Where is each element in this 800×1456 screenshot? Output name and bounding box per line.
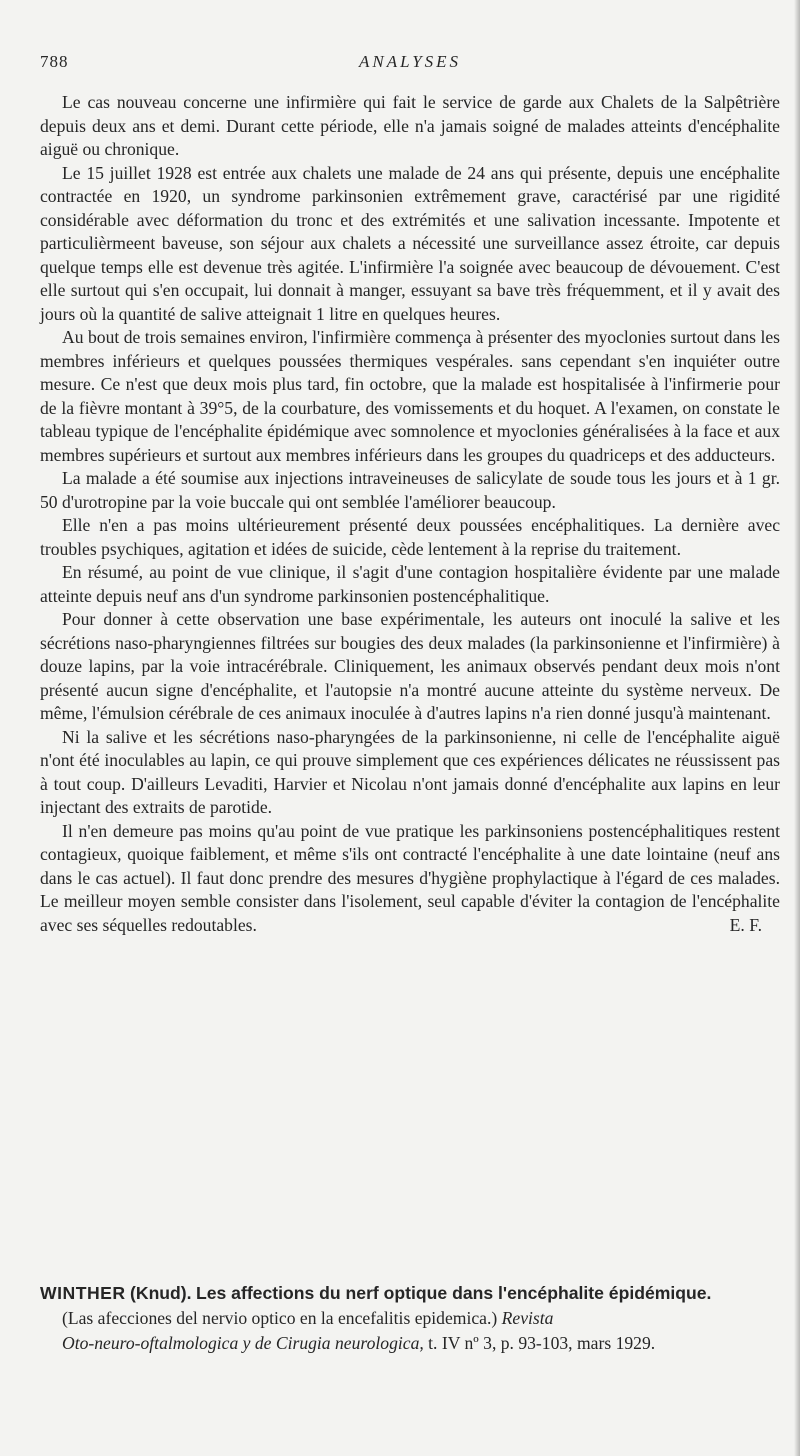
article-body	[40, 91, 780, 937]
paragraph: Le cas nouveau concerne une infirmière qui fait le service de garde aux Chalets de la Salpêtrière depuis deux ans et demi. Durant cette période, elle n'a jamais soigné de malades atteints d'encéphalite aiguë ou chronique.	[40, 92, 780, 159]
paragraph-with-signature	[40, 820, 780, 938]
review-journal-name: Oto-neuro-oftalmologica y de Cirugia neurologica,	[62, 1333, 424, 1353]
review-citation-line	[40, 1331, 780, 1356]
paragraph: Elle n'en a pas moins ultérieurement présenté deux poussées encéphalitiques. La dernière avec troubles psychiques, agitation et idées de suicide, cède lentement à la reprise du traitement.	[40, 515, 780, 559]
review-heading-line	[40, 1281, 780, 1306]
paragraph: Au bout de trois semaines environ, l'infirmière commença à présenter des myoclonies surtout dans les membres inférieurs et quelques poussées thermiques vespérales. sans cependant s'en inquiéter outre mesure. Ce n'est que deux mois plus tard, fin octobre, que la malade est hospitalisée à l'infirmerie pour de la fièvre montant à 39°5, de la courbature, des vomissements et du hoquet. A l'examen, on constate le tableau typique de l'encéphalite épidémique avec somnolence et myoclonies généralisées à la face et aux membres supérieurs et surtout aux membres inférieurs dans les groupes du quadriceps et des adducteurs.	[40, 327, 780, 465]
paragraph: Il n'en demeure pas moins qu'au point de vue pratique les parkinsoniens postencéphalitiques restent contagieux, quoique faiblement, et même s'ils ont contracté l'encéphalite à une date lointaine (neuf ans dans le cas actuel). Il faut donc prendre des mesures d'hygiène prophylactique à l'égard de ces malades. Le meilleur moyen semble consister dans l'isolement, seul capable d'éviter la contagion de l'encéphalite avec ses séquelles redoutables.	[40, 820, 780, 935]
signature: E. F.	[729, 914, 762, 935]
review-entry	[40, 1281, 780, 1356]
paragraph: Pour donner à cette observation une base expérimentale, les auteurs ont inoculé la salive et les sécrétions naso-pharyngiennes filtrées sur bougies des deux malades (la parkinsonienne et l'infirmière) à douze lapins, par la voie intracérébrale. Cliniquement, les animaux observés pendant deux mois n'ont présenté aucun signe d'encéphalite, et l'autopsie n'a montré aucune atteinte du système nerveux. De même, l'émulsion cérébrale de ces animaux inoculée à d'autres lapins n'a rien donné jusqu'à maintenant.	[40, 609, 780, 723]
paragraph: Le 15 juillet 1928 est entrée aux chalets une malade de 24 ans qui présente, depuis une encéphalite contractée en 1920, un syndrome parkinsonien extrêmement grave, caractérisé par une rigidité considérable avec déformation du tronc et des extrémités et une salivation incessante. Impotente et particulièrmeent baveuse, son séjour aux chalets a nécessité une surveillance assez étroite, car depuis quelque temps elle est devenue très agitée. L'infirmière l'a soignée avec beaucoup de dévouement. C'est elle surtout qui s'en occupait, lui donnait à manger, essuyant sa bave très fréquemment, et il y avait des jours où la quantité de salive atteignait 1 litre en quelques heures.	[40, 162, 780, 324]
paragraph: En résumé, au point de vue clinique, il s'agit d'une contagion hospitalière évidente par une malade atteinte depuis neuf ans d'un syndrome parkinsonien postencéphalitique.	[40, 562, 780, 606]
review-journal-prefix: Revista	[501, 1308, 554, 1328]
page-header	[40, 52, 780, 80]
running-title: ANALYSES	[358, 52, 462, 71]
page-number: 788	[40, 52, 69, 71]
review-translation: (Las afecciones del nervio optico en la encefalitis epidemica.)	[62, 1308, 498, 1328]
review-author-surname: WINTHER	[40, 1283, 126, 1303]
review-translation-line	[40, 1306, 780, 1331]
page-binding-edge	[794, 0, 800, 1456]
review-author-firstname: (Knud).	[130, 1283, 192, 1303]
paragraph: La malade a été soumise aux injections intraveineuses de salicylate de soude tous les jours et à 1 gr. 50 d'urotropine par la voie buccale qui ont semblée l'améliorer beaucoup.	[40, 468, 780, 512]
review-title: Les affections du nerf optique dans l'encéphalite épidémique.	[195, 1283, 712, 1303]
paragraph: Ni la salive et les sécrétions naso-pharyngées de la parkinsonienne, ni celle de l'encéphalite aiguë n'ont été inoculables au lapin, ce qui prouve simplement que ces expériences délicates ne réussissent pas à tout coup. D'ailleurs Levaditi, Harvier et Nicolau n'ont jamais donné d'encéphalite aux lapins en leur injectant des extraits de parotide.	[40, 726, 780, 817]
review-citation: t. IV nº 3, p. 93-103, mars 1929.	[428, 1333, 656, 1353]
